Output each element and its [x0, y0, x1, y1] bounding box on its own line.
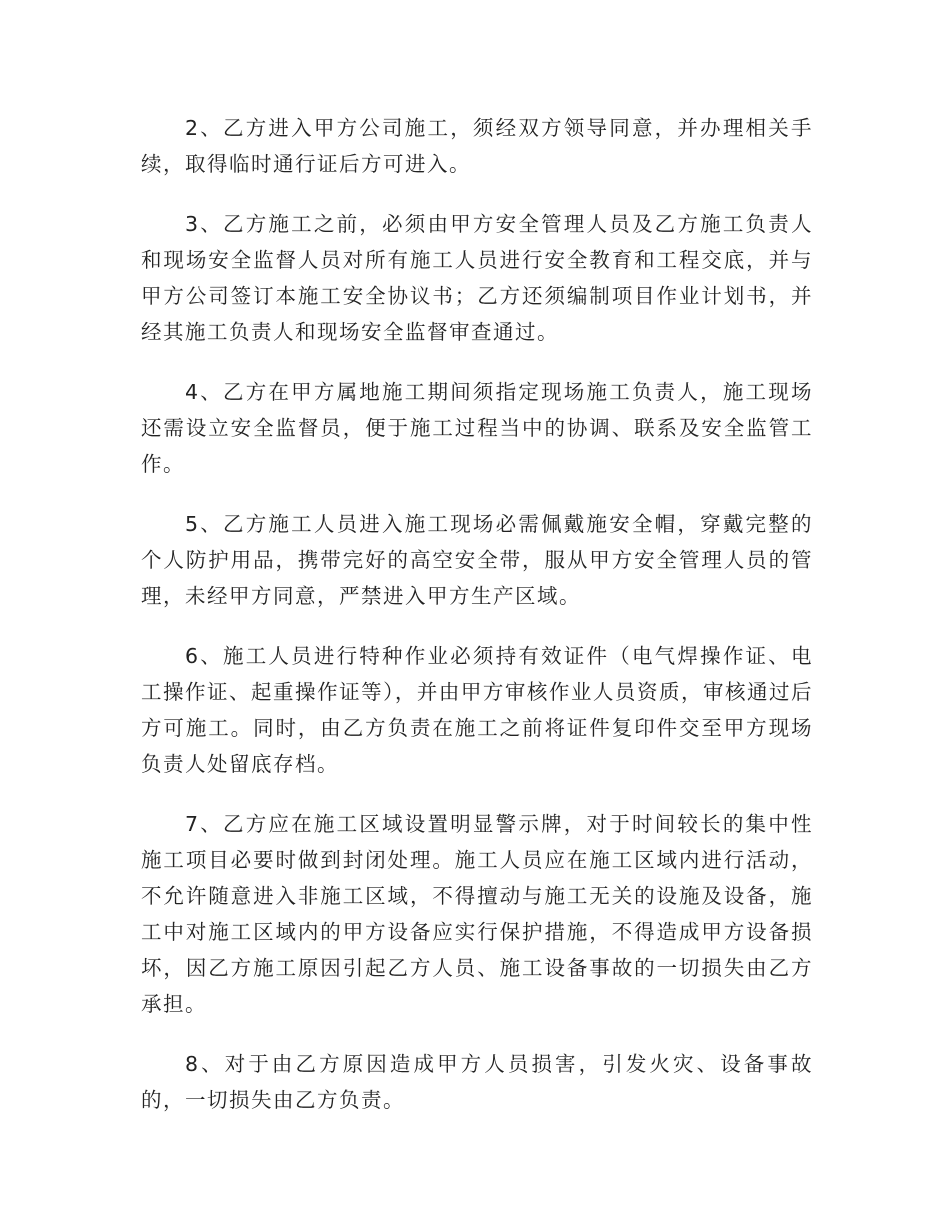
- clause-5-paragraph: 5、乙方施工人员进入施工现场必需佩戴施安全帽，穿戴完整的个人防护用品，携带完好的高空安全带，服从甲方安全管理人员的管理，未经甲方同意，严禁进入甲方生产区域。: [141, 512, 813, 608]
- clause-6-paragraph: 6、施工人员进行特种作业必须持有效证件（电气焊操作证、电工操作证、起重操作证等），并由甲方审核作业人员资质，审核通过后方可施工。同时，由乙方负责在施工之前将证件复印件交至甲方现场负责人处留底存档。: [141, 644, 813, 776]
- clause-3-paragraph: 3、乙方施工之前，必须由甲方安全管理人员及乙方施工负责人和现场安全监督人员对所有施工人员进行安全教育和工程交底，并与甲方公司签订本施工安全协议书；乙方还须编制项目作业计划书，并经其施工负责人和现场安全监督审查通过。: [141, 212, 813, 344]
- clause-4-paragraph: 4、乙方在甲方属地施工期间须指定现场施工负责人，施工现场还需设立安全监督员，便于施工过程当中的协调、联系及安全监管工作。: [141, 380, 813, 476]
- clause-8-paragraph: 8、对于由乙方原因造成甲方人员损害，引发火灾、设备事故的，一切损失由乙方负责。: [141, 1052, 813, 1112]
- clause-7-paragraph: 7、乙方应在施工区域设置明显警示牌，对于时间较长的集中性施工项目必要时做到封闭处理。施工人员应在施工区域内进行活动，不允许随意进入非施工区域，不得擅动与施工无关的设施及设备，施工中对施工区域内的甲方设备应实行保护措施，不得造成甲方设备损坏，因乙方施工原因引起乙方人员、施工设备事故的一切损失由乙方承担。: [141, 812, 813, 1016]
- clause-2-paragraph: 2、乙方进入甲方公司施工，须经双方领导同意，并办理相关手续，取得临时通行证后方可进入。: [141, 116, 813, 176]
- document-body: [141, 110, 813, 1142]
